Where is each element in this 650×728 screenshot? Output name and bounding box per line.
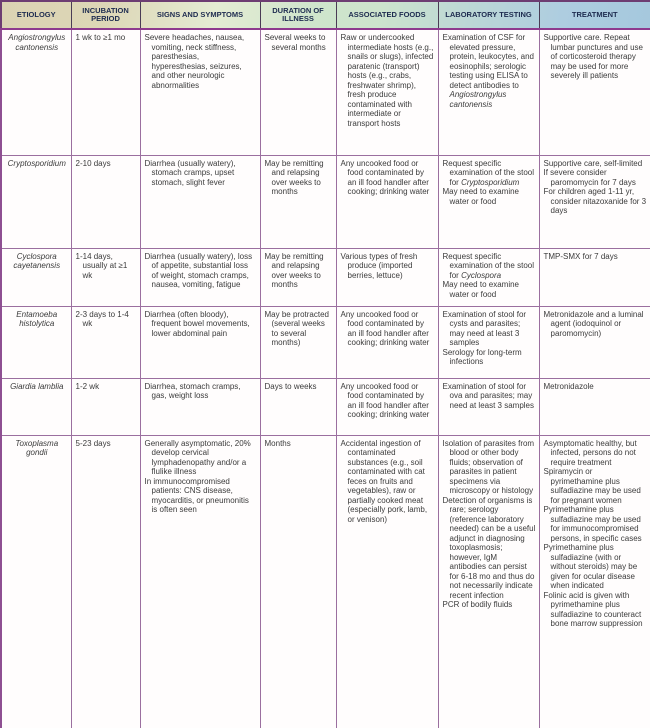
cell-incubation bbox=[71, 248, 140, 306]
cell-paragraph: Various types of fresh produce (imported berries, lettuce) bbox=[340, 251, 418, 280]
cell-paragraph: Any uncooked food or food contaminated by an ill food handler after cooking; drinking water bbox=[340, 309, 430, 347]
cell-lab bbox=[438, 155, 539, 248]
cell-treatment bbox=[539, 306, 650, 378]
cell-paragraph: Examination of stool for cysts and parasites; may need at least 3 samples bbox=[442, 309, 527, 347]
cell-lab bbox=[438, 248, 539, 306]
cell-duration bbox=[260, 29, 336, 155]
cell-paragraph: Several weeks to several months bbox=[264, 33, 326, 52]
cell-paragraph: For children aged 1-11 yr, consider nitazoxanide for 3 days bbox=[543, 187, 647, 215]
cell-lab bbox=[438, 306, 539, 378]
column-header-treatment: TREATMENT bbox=[539, 1, 650, 29]
cell-paragraph: 5-23 days bbox=[75, 438, 111, 448]
cell-duration bbox=[260, 155, 336, 248]
column-header-signs: SIGNS AND SYMPTOMS bbox=[140, 1, 260, 29]
cell-paragraph: Request specific examination of the stool for Cryptosporidium bbox=[442, 158, 534, 187]
cell-lab bbox=[438, 378, 539, 435]
cell-paragraph: Metronidazole bbox=[543, 381, 594, 391]
cell-foods bbox=[336, 29, 438, 155]
cell-paragraph: Examination of stool for ova and parasites; may need at least 3 samples bbox=[442, 381, 534, 410]
cell-duration bbox=[260, 306, 336, 378]
cell-etiology bbox=[1, 378, 71, 435]
cell-treatment bbox=[539, 248, 650, 306]
cell-paragraph: Pyrimethamine plus sulfadiazine may be used for immunocompromised persons, in specific cases bbox=[543, 505, 642, 543]
cell-paragraph: Accidental ingestion of contaminated substances (e.g., soil contaminated with cat feces on fruits and vegetables), raw or partially cooked meat (especially pork, lamb, or venison) bbox=[340, 438, 428, 524]
cell-signs bbox=[140, 378, 260, 435]
cell-duration bbox=[260, 248, 336, 306]
cell-etiology bbox=[1, 155, 71, 248]
cell-paragraph: May be protracted (several weeks to several months) bbox=[264, 309, 329, 347]
cell-paragraph: Diarrhea (usually watery), stomach cramps, upset stomach, slight fever bbox=[144, 158, 236, 187]
cell-paragraph: Folinic acid is given with pyrimethamine plus sulfadiazine to counteract bone marrow suppression bbox=[543, 590, 643, 628]
cell-treatment bbox=[539, 155, 650, 248]
cell-duration bbox=[260, 435, 336, 728]
cell-etiology bbox=[1, 29, 71, 155]
table-body bbox=[1, 29, 650, 728]
table-header bbox=[1, 1, 650, 29]
cell-paragraph: Giardia lamblia bbox=[10, 381, 64, 391]
table-row bbox=[1, 155, 650, 248]
cell-paragraph: Metronidazole and a luminal agent (iodoquinol or paromomycin) bbox=[543, 309, 644, 338]
cell-paragraph: Detection of organisms is rare; serology (reference laboratory needed) can be a useful adjunct in diagnosing toxoplasmosis; however, IgM antibodies can persist for 6-18 mo and thus do not necessarily indicate recent infection bbox=[442, 495, 536, 600]
cell-paragraph: 1 wk to ≥1 mo bbox=[75, 33, 126, 42]
cell-signs bbox=[140, 435, 260, 728]
cell-treatment bbox=[539, 29, 650, 155]
table-row bbox=[1, 248, 650, 306]
cell-paragraph: Entamoeba histolytica bbox=[16, 309, 58, 328]
cell-paragraph: Severe headaches, nausea, vomiting, neck stiffness, paresthesias, hyperesthesias, seizures, and other neurologic abnormalities bbox=[144, 33, 245, 90]
cell-paragraph: If severe consider paromomycin for 7 days bbox=[543, 168, 636, 187]
column-header-incubation: INCUBATION PERIOD bbox=[71, 1, 140, 29]
cell-signs bbox=[140, 155, 260, 248]
cell-foods bbox=[336, 378, 438, 435]
cell-paragraph: 1-14 days, usually at ≥1 wk bbox=[75, 251, 128, 280]
cell-paragraph: 2-3 days to 1-4 wk bbox=[75, 309, 129, 328]
cell-paragraph: Diarrhea (usually watery), loss of appetite, substantial loss of weight, stomach cramps, nausea, vomiting, fatigue bbox=[144, 251, 253, 289]
cell-paragraph: Diarrhea (often bloody), frequent bowel movements, lower abdominal pain bbox=[144, 309, 250, 338]
cell-foods bbox=[336, 248, 438, 306]
cell-etiology bbox=[1, 306, 71, 378]
column-header-foods: ASSOCIATED FOODS bbox=[336, 1, 438, 29]
table-row bbox=[1, 29, 650, 155]
cell-paragraph: May be remitting and relapsing over weeks to months bbox=[264, 158, 324, 196]
cell-duration bbox=[260, 378, 336, 435]
header-row bbox=[1, 1, 650, 29]
cell-foods bbox=[336, 306, 438, 378]
cell-treatment bbox=[539, 435, 650, 728]
cell-incubation bbox=[71, 306, 140, 378]
cell-paragraph: Diarrhea, stomach cramps, gas, weight loss bbox=[144, 381, 241, 400]
cell-paragraph: Angiostrongylus cantonensis bbox=[8, 33, 66, 52]
cell-paragraph: Toxoplasma gondii bbox=[15, 438, 59, 457]
cell-paragraph: Supportive care, self-limited bbox=[543, 158, 643, 168]
cell-lab bbox=[438, 29, 539, 155]
cell-paragraph: Cryptosporidium bbox=[7, 158, 66, 168]
cell-paragraph: Request specific examination of the stool for Cyclospora bbox=[442, 251, 534, 280]
cell-lab bbox=[438, 435, 539, 728]
table-row bbox=[1, 306, 650, 378]
cell-paragraph: Spiramycin or pyrimethamine plus sulfadiazine may be used for pregnant women bbox=[543, 467, 641, 505]
cell-paragraph: Isolation of parasites from blood or other body fluids; observation of parasites in patient specimens via microscopy or histology bbox=[442, 438, 535, 495]
column-header-lab: LABORATORY TESTING bbox=[438, 1, 539, 29]
cell-paragraph: Generally asymptomatic, 20% develop cervical lymphadenopathy and/or a flulike illness bbox=[144, 438, 251, 476]
table-row bbox=[1, 378, 650, 435]
cell-paragraph: Raw or undercooked intermediate hosts (e.g., snails or slugs), infected paratenic (transport) hosts (e.g., crabs, freshwater shrimp), fresh produce contaminated with intermediate or transport hosts bbox=[340, 33, 434, 128]
cell-paragraph: 2-10 days bbox=[75, 158, 111, 168]
cell-treatment bbox=[539, 378, 650, 435]
cell-paragraph: Pyrimethamine plus sulfadiazine (with or without steroids) may be given for ocular disease when indicated bbox=[543, 543, 638, 590]
cell-etiology bbox=[1, 248, 71, 306]
cell-paragraph: In immunocompromised patients: CNS disease, myocarditis, or pneumonitis is often seen bbox=[144, 476, 249, 514]
cell-paragraph: Asymptomatic healthy, but infected, persons do not require treatment bbox=[543, 438, 637, 467]
cell-paragraph: Days to weeks bbox=[264, 381, 317, 391]
cell-signs bbox=[140, 29, 260, 155]
cell-etiology bbox=[1, 435, 71, 728]
cell-signs bbox=[140, 306, 260, 378]
table-row bbox=[1, 435, 650, 728]
column-header-duration: DURATION OF ILLNESS bbox=[260, 1, 336, 29]
cell-paragraph: TMP-SMX for 7 days bbox=[543, 251, 618, 261]
cell-signs bbox=[140, 248, 260, 306]
cell-paragraph: Any uncooked food or food contaminated by an ill food handler after cooking; drinking water bbox=[340, 381, 430, 419]
cell-foods bbox=[336, 155, 438, 248]
cell-incubation bbox=[71, 435, 140, 728]
cell-paragraph: Serology for long-term infections bbox=[442, 347, 522, 366]
cell-incubation bbox=[71, 378, 140, 435]
cell-foods bbox=[336, 435, 438, 728]
cell-paragraph: May need to examine water or food bbox=[442, 187, 519, 206]
cell-paragraph: May be remitting and relapsing over weeks to months bbox=[264, 251, 324, 289]
cell-paragraph: PCR of bodily fluids bbox=[442, 600, 513, 609]
cell-paragraph: May need to examine water or food bbox=[442, 280, 519, 299]
cell-paragraph: Months bbox=[264, 438, 291, 448]
cell-incubation bbox=[71, 29, 140, 155]
cell-incubation bbox=[71, 155, 140, 248]
cell-paragraph: 1-2 wk bbox=[75, 381, 100, 391]
cell-paragraph: Any uncooked food or food contaminated by an ill food handler after cooking; drinking water bbox=[340, 158, 430, 196]
cell-paragraph: Supportive care. Repeat lumbar punctures and use of corticosteroid therapy may be used for more severely ill patients bbox=[543, 33, 643, 80]
cell-paragraph: Cyclospora cayetanensis bbox=[13, 251, 61, 270]
cell-paragraph: Examination of CSF for elevated pressure, protein, leukocytes, and eosinophils; serologic testing using ELISA to detect antibodies to Angiostrongylus cantonensis bbox=[442, 33, 534, 109]
column-header-etiology: ETIOLOGY bbox=[1, 1, 71, 29]
